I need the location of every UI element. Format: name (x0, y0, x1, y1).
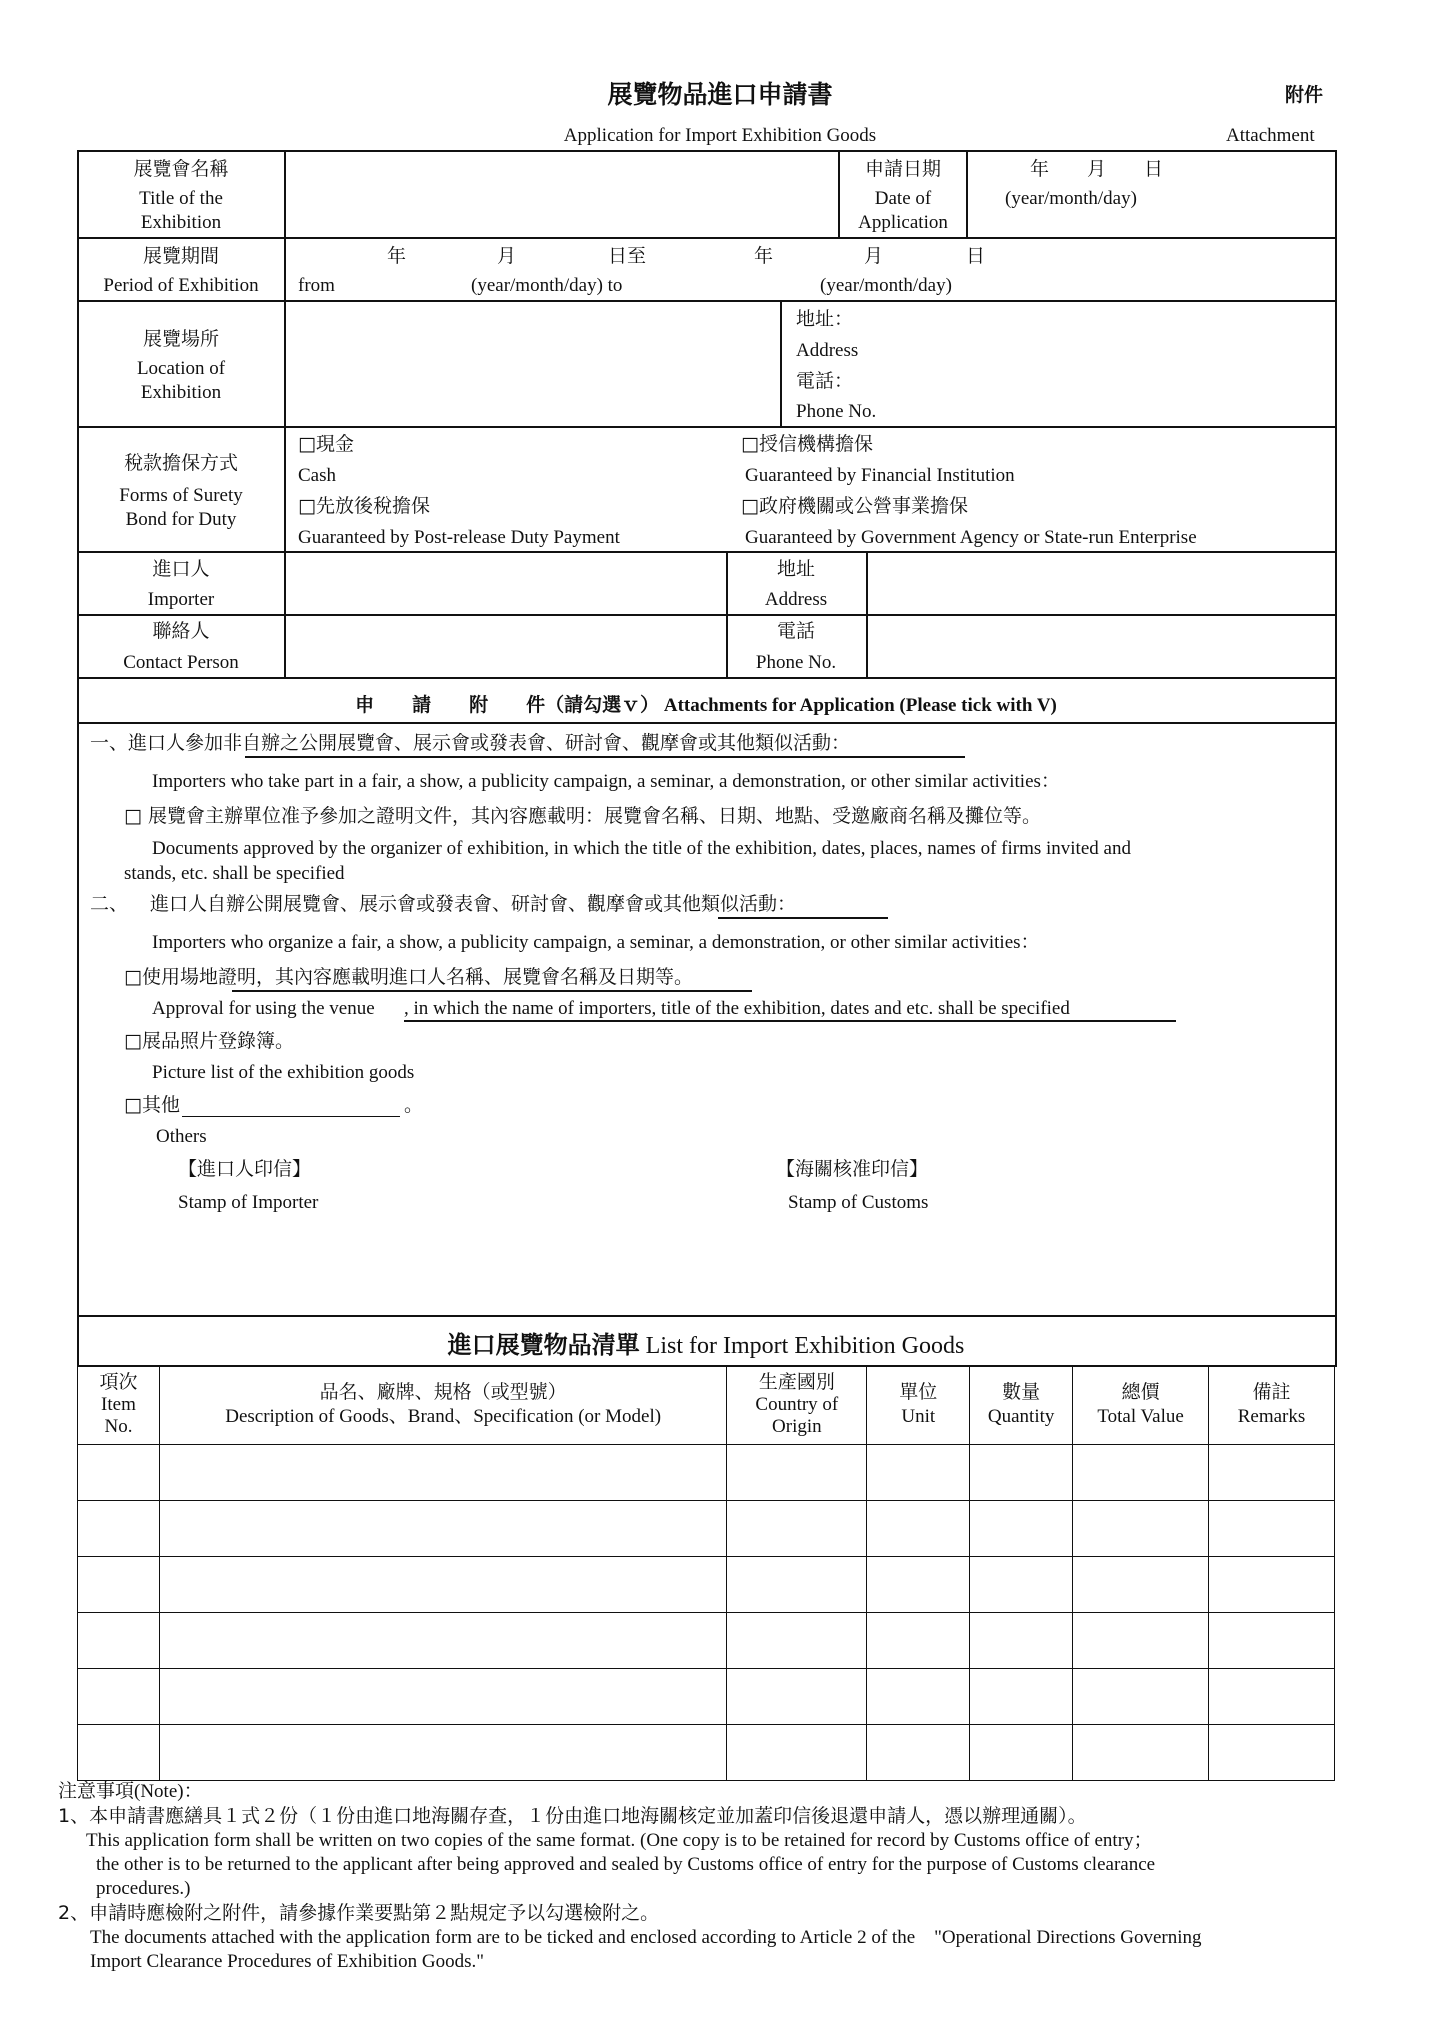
period-from: from (298, 275, 335, 296)
goods-cell-remarks[interactable] (1209, 1445, 1335, 1501)
goods-cell-item[interactable] (78, 1669, 160, 1725)
location-phone-label-zh: 電話： (796, 370, 854, 392)
goods-cell-description[interactable] (159, 1613, 726, 1669)
location-address-label-zh: 地址： (796, 308, 854, 330)
note1-zh: 1、本申請書應繕具１式２份（１份由進口地海關存查，１份由進口地海關核定並加蓋印信後退還申請人，憑以辦理通關）。 (58, 1805, 1087, 1827)
location-address-label-en: Address (796, 340, 859, 361)
application-date-label-en2: Application (858, 212, 948, 233)
goods-cell-item[interactable] (78, 1501, 160, 1557)
table-row (78, 1557, 1335, 1613)
surety-cash-label-en: Cash (298, 465, 336, 486)
goods-cell-quantity[interactable] (970, 1557, 1073, 1613)
location-label-en2: Exhibition (140, 382, 222, 403)
notes-heading: 注意事項(Note)： (58, 1781, 203, 1802)
goods-cell-total-value[interactable] (1073, 1669, 1209, 1725)
section2-photo-checkbox[interactable]: □展品照片登錄簿。 (124, 1030, 294, 1052)
location-label-en1: Location of (136, 358, 226, 379)
surety-cash-checkbox[interactable]: □現金 (298, 433, 354, 455)
section1-heading: 一、進口人參加非自辦之公開展覽會、展示會或發表會、研討會、觀摩會或其他類似活動： (90, 732, 851, 754)
contact-label-en: Contact Person (123, 652, 239, 673)
goods-cell-description[interactable] (159, 1725, 726, 1781)
surety-label-en1: Forms of Surety (119, 485, 243, 506)
section2-photo-en: Picture list of the exhibition goods (152, 1062, 415, 1083)
goods-table-header (78, 1366, 1335, 1445)
col-header-item: 項次 Item No. (78, 1366, 160, 1445)
period-month2: 月 (864, 245, 884, 267)
goods-cell-quantity[interactable] (970, 1725, 1073, 1781)
form-title: 展覽物品進口申請書 (607, 80, 833, 109)
attachments-heading-en: Attachments for Application (Please tick with V) (663, 695, 1057, 716)
section2-others-en: Others (156, 1126, 207, 1147)
table-row (78, 1501, 1335, 1557)
goods-cell-remarks[interactable] (1209, 1725, 1335, 1781)
surety-label-zh: 稅款擔保方式 (123, 452, 238, 474)
goods-cell-total-value[interactable] (1073, 1445, 1209, 1501)
goods-cell-unit[interactable] (867, 1613, 970, 1669)
goods-cell-remarks[interactable] (1209, 1613, 1335, 1669)
section2-venue-checkbox[interactable]: □使用場地證明，其內容應載明進口人名稱、展覽會名稱及日期等。 (124, 966, 693, 988)
period-day2: 日 (966, 245, 986, 267)
contact-label-zh: 聯絡人 (152, 620, 210, 642)
location-phone-label-en: Phone No. (796, 401, 877, 422)
importer-field[interactable] (288, 555, 724, 612)
surety-government-label-en: Guaranteed by Government Agency or State-run Enterprise (745, 527, 1197, 548)
period-year1: 年 (387, 245, 407, 267)
goods-cell-unit[interactable] (867, 1445, 970, 1501)
goods-cell-total-value[interactable] (1073, 1557, 1209, 1613)
table-row (78, 1613, 1335, 1669)
col-header-origin: 生產國別 Country of Origin (727, 1366, 867, 1445)
attachment-label-en: Attachment (1226, 125, 1315, 146)
section1-organizer-doc-checkbox[interactable]: □ 展覽會主辦單位准予參加之證明文件，其內容應載明：展覽會名稱、日期、地點、受邀廠商名稱及攤位等。 (124, 805, 1041, 827)
application-date-label-en1: Date of (874, 188, 932, 209)
section2-description-en: Importers who organize a fair, a show, a publicity campaign, a seminar, a demonstration, or other similar activities： (152, 932, 1040, 953)
stamp-customs-area (770, 1222, 1190, 1308)
surety-post-release-label-en: Guaranteed by Post-release Duty Payment (298, 527, 620, 548)
note1-en3: procedures.) (96, 1878, 191, 1899)
section2-number: 二、 (90, 893, 129, 915)
goods-cell-origin[interactable] (727, 1613, 867, 1669)
application-date-label-zh: 申請日期 (864, 158, 941, 180)
surety-financial-label-en: Guaranteed by Financial Institution (745, 465, 1015, 486)
stamp-customs-label-zh: 【海關核准印信】 (776, 1158, 929, 1180)
goods-cell-item[interactable] (78, 1445, 160, 1501)
table-row (78, 1725, 1335, 1781)
goods-cell-item[interactable] (78, 1613, 160, 1669)
section2-venue-en-a: Approval for using the venue (152, 998, 375, 1019)
col-header-remarks: 備註 Remarks (1209, 1366, 1335, 1445)
period-label-zh: 展覽期間 (142, 245, 219, 267)
contact-phone-label-en: Phone No. (755, 652, 837, 673)
note2-en2: Import Clearance Procedures of Exhibition Goods." (90, 1951, 484, 1972)
surety-financial-checkbox[interactable]: □授信機構擔保 (741, 433, 873, 455)
attachments-heading-zh: 申 請 附 件（請勾選ｖ） (355, 694, 660, 716)
surety-government-checkbox[interactable]: □政府機關或公營事業擔保 (741, 495, 968, 517)
goods-cell-quantity[interactable] (970, 1669, 1073, 1725)
application-date-ymd-en[interactable]: (year/month/day) (1005, 188, 1137, 209)
goods-cell-item[interactable] (78, 1557, 160, 1613)
contact-field[interactable] (288, 618, 724, 675)
goods-cell-item[interactable] (78, 1725, 160, 1781)
attachments-heading (77, 690, 1335, 717)
goods-cell-unit[interactable] (867, 1725, 970, 1781)
goods-cell-quantity[interactable] (970, 1445, 1073, 1501)
location-label-zh: 展覽場所 (142, 328, 219, 350)
section1-organizer-doc-en2: stands, etc. shall be specified (124, 863, 345, 884)
contact-phone-field[interactable] (870, 618, 1330, 675)
goods-cell-origin[interactable] (727, 1445, 867, 1501)
period-label-en: Period of Exhibition (103, 275, 259, 296)
col-header-unit: 單位 Unit (867, 1366, 970, 1445)
goods-cell-unit[interactable] (867, 1669, 970, 1725)
surety-post-release-checkbox[interactable]: □先放後稅擔保 (298, 495, 430, 517)
period-month1: 月 (497, 245, 517, 267)
stamp-importer-area[interactable] (170, 1222, 590, 1308)
goods-cell-origin[interactable] (727, 1669, 867, 1725)
goods-cell-description[interactable] (159, 1501, 726, 1557)
section2-venue-en-b: , in which the name of importers, title of the exhibition, dates and etc. shall be specified (404, 998, 1070, 1019)
period-ymd: (year/month/day) (820, 275, 952, 296)
col-header-description: 品名、廠牌、規格（或型號） Description of Goods、Brand、Specification (or Model) (159, 1366, 726, 1445)
table-row (78, 1669, 1335, 1725)
goods-cell-remarks[interactable] (1209, 1669, 1335, 1725)
exhibition-title-label-en2: Exhibition (140, 212, 222, 233)
surety-label-en2: Bond for Duty (125, 509, 237, 530)
section1-description-en: Importers who take part in a fair, a show, a publicity campaign, a seminar, a demonstration, or other similar activities： (152, 771, 1060, 792)
goods-cell-origin[interactable] (727, 1725, 867, 1781)
note1-en2: the other is to be returned to the applicant after being approved and sealed by Customs office of entry for the purpose of Customs clearance (96, 1854, 1156, 1875)
importer-address-label-en: Address (764, 589, 828, 610)
stamp-importer-label-zh: 【進口人印信】 (178, 1158, 312, 1180)
exhibition-title-label-en1: Title of the (139, 188, 223, 209)
section2-others-checkbox[interactable]: □其他 (124, 1094, 180, 1116)
stamp-importer-label-en: Stamp of Importer (178, 1192, 319, 1213)
table-row (78, 1445, 1335, 1501)
goods-cell-remarks[interactable] (1209, 1501, 1335, 1557)
goods-cell-quantity[interactable] (970, 1501, 1073, 1557)
goods-cell-quantity[interactable] (970, 1613, 1073, 1669)
goods-cell-total-value[interactable] (1073, 1725, 1209, 1781)
goods-cell-origin[interactable] (727, 1501, 867, 1557)
importer-label-zh: 進口人 (152, 558, 210, 580)
exhibition-title-label-zh: 展覽會名稱 (133, 158, 229, 180)
goods-cell-description[interactable] (159, 1445, 726, 1501)
goods-cell-unit[interactable] (867, 1557, 970, 1613)
period-ymd-to: (year/month/day) to (471, 275, 623, 296)
note1-en1: This application form shall be written on two copies of the same format. (One copy is to be retained for record by Customs office of entry； (86, 1830, 1153, 1851)
goods-list-title (77, 1325, 1335, 1360)
application-date-ymd-zh: 年 月 日 (1030, 158, 1164, 180)
goods-cell-total-value[interactable] (1073, 1613, 1209, 1669)
importer-label-en: Importer (147, 589, 215, 610)
section2-heading: 進口人自辦公開展覽會、展示會或發表會、研討會、觀摩會或其他類似活動： (150, 893, 797, 915)
note2-zh: 2、申請時應檢附之附件，請參據作業要點第２點規定予以勾選檢附之。 (58, 1902, 660, 1924)
goods-cell-remarks[interactable] (1209, 1557, 1335, 1613)
col-header-total-value: 總價 Total Value (1073, 1366, 1209, 1445)
section2-others-period: 。 (404, 1094, 424, 1116)
form-subtitle: Application for Import Exhibition Goods (563, 125, 877, 146)
contact-phone-label-zh: 電話 (776, 620, 815, 642)
location-field[interactable] (288, 304, 778, 424)
goods-cell-unit[interactable] (867, 1501, 970, 1557)
goods-list-title-zh: 進口展覽物品清單 (447, 1331, 640, 1359)
goods-cell-description[interactable] (159, 1669, 726, 1725)
goods-cell-total-value[interactable] (1073, 1501, 1209, 1557)
goods-table (77, 1365, 1335, 1781)
section2-others-blank[interactable] (182, 1094, 400, 1117)
section1-organizer-doc-en1: Documents approved by the organizer of exhibition, in which the title of the exhibition, dates, places, names of firms invited and (152, 838, 1131, 859)
col-header-quantity: 數量 Quantity (970, 1366, 1073, 1445)
importer-address-label-zh: 地址 (776, 558, 815, 580)
goods-cell-description[interactable] (159, 1557, 726, 1613)
period-day1: 日至 (608, 245, 647, 267)
exhibition-title-field[interactable] (288, 153, 836, 235)
goods-cell-origin[interactable] (727, 1557, 867, 1613)
period-year2: 年 (754, 245, 774, 267)
goods-list-title-en: List for Import Exhibition Goods (645, 1333, 965, 1359)
stamp-customs-label-en: Stamp of Customs (788, 1192, 929, 1213)
attachment-label-zh: 附件 (1285, 84, 1324, 106)
importer-address-field[interactable] (870, 555, 1330, 612)
note2-en1: The documents attached with the application form are to be ticked and enclosed according to Article 2 of the "Operational Directions Governing (90, 1927, 1202, 1948)
